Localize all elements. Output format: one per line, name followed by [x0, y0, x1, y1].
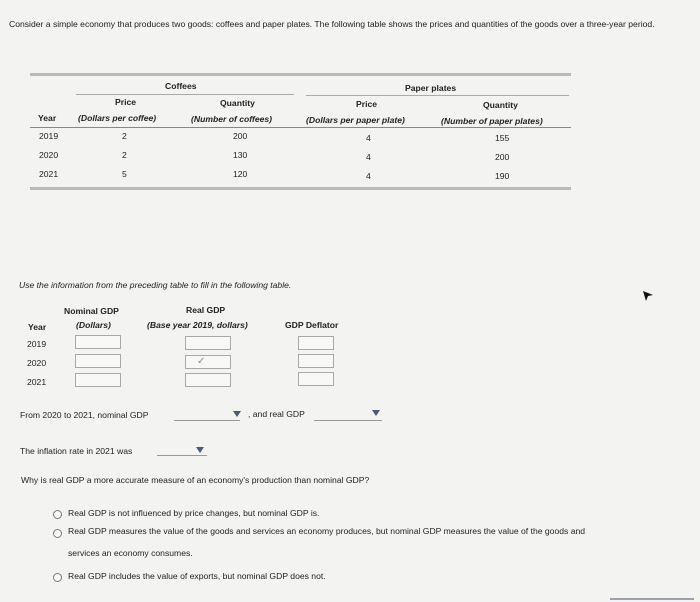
nominal-gdp-unit: (Dollars)	[76, 320, 111, 330]
table-cell-year: 2019	[39, 131, 59, 141]
table-cell-coffee-qty: 120	[233, 169, 248, 179]
year-2020-label: 2020	[27, 358, 47, 368]
year-header-2: Year	[28, 322, 47, 332]
nominal-gdp-header: Nominal GDP	[64, 306, 119, 316]
real-gdp-extra-input[interactable]	[185, 373, 231, 387]
table-cell-plate-qty: 190	[495, 171, 510, 181]
scroll-indicator	[610, 598, 694, 600]
dropdown-arrow-icon[interactable]	[196, 447, 204, 453]
plate-qty-header: Quantity	[483, 100, 518, 110]
nominal-gdp-change-dropdown[interactable]	[174, 420, 240, 421]
coffees-group-header: Coffees	[165, 81, 197, 91]
table1-top-rule	[30, 73, 571, 76]
table-cell-coffee-price: 5	[122, 169, 127, 179]
option-2-label-continued[interactable]: services an economy consumes.	[68, 548, 193, 558]
gdp-deflator-header: GDP Deflator	[285, 320, 339, 330]
coffees-group-rule	[76, 94, 294, 95]
plate-price-header: Price	[356, 99, 378, 109]
option-3-label[interactable]: Real GDP includes the value of exports, but nominal GDP does not.	[68, 571, 326, 581]
fill-table-instruction: Use the information from the preceding table to fill in the following table.	[19, 280, 292, 290]
coffee-price-header: Price	[115, 97, 137, 107]
inflation-rate-text: The inflation rate in 2021 was	[20, 446, 133, 456]
table-cell-year: 2021	[39, 169, 59, 179]
coffee-qty-unit: (Number of coffees)	[191, 114, 273, 124]
dropdown-arrow-icon[interactable]	[233, 411, 241, 417]
check-mark-icon: ✓	[197, 356, 206, 367]
table1-header-rule	[30, 127, 571, 128]
table-cell-coffee-price: 2	[122, 131, 127, 141]
year-header: Year	[38, 113, 57, 123]
year-2021-label: 2021	[27, 377, 47, 387]
plate-qty-unit: (Number of paper plates)	[441, 116, 543, 126]
table-cell-plate-price: 4	[366, 171, 371, 181]
question2-prompt: Why is real GDP a more accurate measure of an economy's production than nominal GDP?	[21, 475, 370, 485]
nominal-gdp-2021-input[interactable]	[75, 373, 121, 387]
plate-price-unit: (Dollars per paper plate)	[306, 115, 405, 125]
table-cell-coffee-qty: 130	[233, 150, 248, 160]
dropdown-arrow-icon[interactable]	[372, 410, 380, 416]
option-2-label[interactable]: Real GDP measures the value of the goods and services an economy produces, but nominal GDP measures the value of the goods and	[68, 526, 586, 536]
real-gdp-header: Real GDP	[186, 305, 226, 315]
real-gdp-change-text: , and real GDP	[248, 409, 305, 419]
question-intro: Consider a simple economy that produces two goods: coffees and paper plates. The following table shows the prices and quantities of the goods over a three-year period.	[9, 19, 655, 29]
nominal-gdp-change-text: From 2020 to 2021, nominal GDP	[20, 410, 149, 420]
table-cell-plate-qty: 155	[495, 133, 510, 143]
option-3-radio[interactable]	[53, 573, 62, 582]
table-cell-coffee-price: 2	[122, 150, 127, 160]
inflation-rate-dropdown[interactable]	[157, 455, 207, 456]
table-cell-plate-price: 4	[366, 152, 371, 162]
table-cell-year: 2020	[39, 150, 59, 160]
option-2-radio[interactable]	[53, 529, 62, 538]
nominal-gdp-2020-input[interactable]	[75, 354, 121, 368]
deflator-2020-input[interactable]	[298, 354, 334, 368]
option-1-label[interactable]: Real GDP is not influenced by price changes, but nominal GDP is.	[68, 508, 320, 518]
deflator-2019-input[interactable]	[298, 336, 334, 350]
real-gdp-2020-input[interactable]	[185, 336, 231, 350]
nominal-gdp-2019-input[interactable]	[75, 335, 121, 349]
coffee-qty-header: Quantity	[220, 98, 255, 108]
mouse-cursor-icon	[642, 290, 654, 302]
option-1-radio[interactable]	[53, 510, 62, 519]
real-gdp-unit: (Base year 2019, dollars)	[147, 320, 248, 330]
year-2019-label: 2019	[27, 339, 47, 349]
plates-group-rule	[306, 95, 569, 96]
table-cell-plate-qty: 200	[495, 152, 510, 162]
deflator-2021-input[interactable]	[298, 372, 334, 386]
table1-bottom-rule	[30, 187, 571, 190]
table-cell-plate-price: 4	[366, 133, 371, 143]
coffee-price-unit: (Dollars per coffee)	[78, 113, 157, 123]
real-gdp-change-dropdown[interactable]	[314, 420, 382, 421]
real-gdp-2021-input[interactable]	[185, 355, 231, 369]
paper-plates-group-header: Paper plates	[405, 83, 457, 93]
table-cell-coffee-qty: 200	[233, 131, 248, 141]
